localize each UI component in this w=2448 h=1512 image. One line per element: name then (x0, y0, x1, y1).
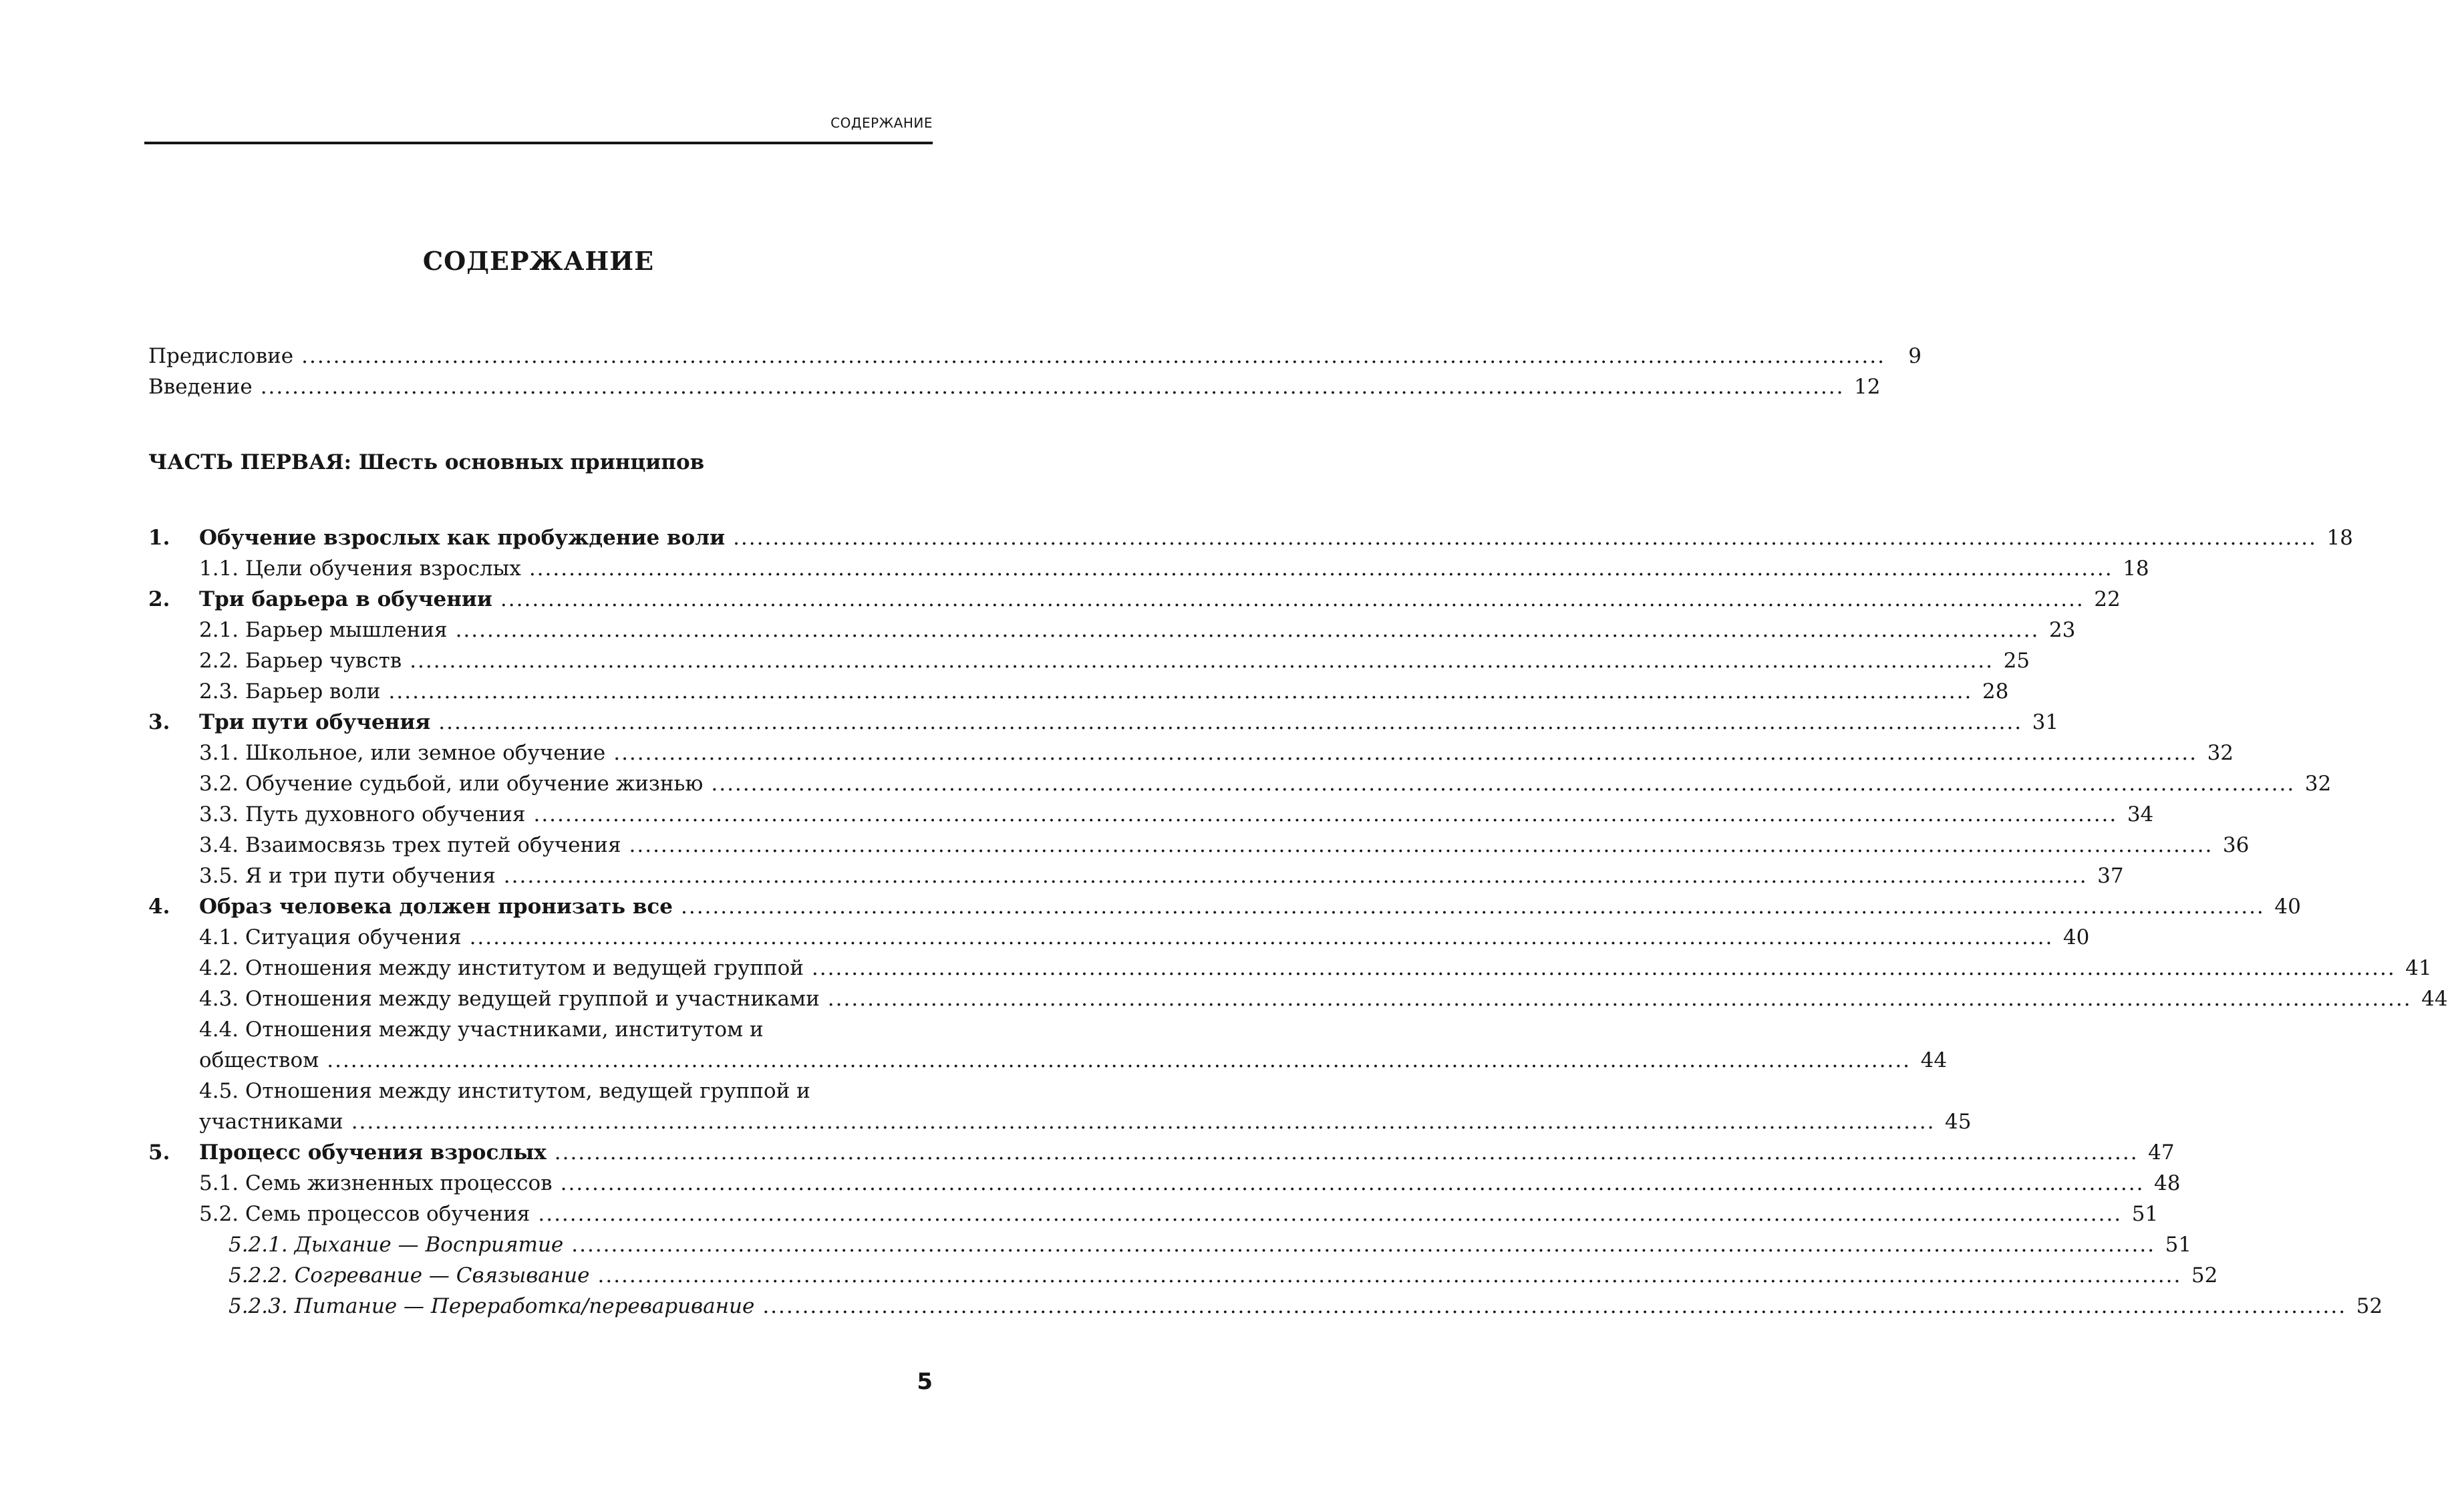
dot-leader: ........................................................................................................................................................................................................ (554, 1141, 2139, 1165)
toc-entry-title: 3.1. Школьное, или земное обучение (199, 741, 606, 765)
toc-entry-title: 2.3. Барьер воли (199, 679, 381, 704)
toc-entry-introduction[interactable] (148, 371, 1881, 402)
toc-chapter-3[interactable] (148, 707, 2059, 738)
spacer (148, 493, 929, 522)
toc-entry-title: Три пути обучения (199, 710, 431, 734)
dot-leader: ........................................................................................................................................................................................................ (711, 772, 2296, 796)
dot-leader: ........................................................................................................................................................................................................ (469, 925, 2054, 949)
dot-leader: ........................................................................................................................................................................................................ (438, 710, 2023, 734)
toc-entry-title-line1: 4.4. Отношения между участниками, институтом и (199, 1018, 764, 1042)
dot-leader: ........................................................................................................................................................................................................ (597, 1263, 2182, 1288)
toc-section-4-5[interactable] (148, 1076, 1972, 1137)
toc-entry-page: 32 (2207, 741, 2234, 765)
toc-entry-title-line1: 4.5. Отношения между институтом, ведущей группой и (199, 1079, 810, 1103)
toc-section-4-4[interactable] (148, 1014, 1948, 1076)
toc-entry-title: Введение (148, 375, 253, 399)
toc-chapter-4[interactable] (148, 891, 2301, 922)
toc-entry-title: 3.3. Путь духовного обучения (199, 802, 526, 826)
toc-entry-page: 9 (1908, 344, 1922, 368)
dot-leader: ........................................................................................................................................................................................................ (500, 587, 2085, 611)
toc-entry-title: 4.3. Отношения между ведущей группой и участниками (199, 987, 820, 1011)
toc-entry-page: 31 (2032, 710, 2059, 734)
toc-entry-title: 5.2.1. Дыхание — Восприятие (228, 1233, 564, 1257)
dot-leader: ........................................................................................................................................................................................................ (560, 1171, 2145, 1195)
dot-leader: ........................................................................................................................................................................................................ (410, 649, 1994, 673)
dot-leader: ........................................................................................................................................................................................................ (327, 1048, 1911, 1072)
dot-leader: ........................................................................................................................................................................................................ (733, 526, 2317, 550)
dot-leader: ........................................................................................................................................................................................................ (571, 1233, 2156, 1257)
toc-entry-page: 23 (2048, 618, 2076, 642)
dot-leader: ........................................................................................................................................................................................................ (455, 618, 2040, 642)
toc-entry-page: 18 (2326, 526, 2353, 550)
dot-leader: ........................................................................................................................................................................................................ (811, 956, 2396, 980)
toc-entry-title: 5.2. Семь процессов обучения (199, 1202, 530, 1226)
toc-entry-page: 47 (2148, 1141, 2175, 1165)
chapter-number: 3. (148, 710, 170, 734)
toc-entry-title: 3.5. Я и три пути обучения (199, 864, 496, 888)
toc-section-3-1[interactable] (148, 738, 2234, 768)
toc-entry-title: 5.1. Семь жизненных процессов (199, 1171, 553, 1195)
toc-section-4-1[interactable] (148, 922, 2090, 953)
toc-entry-title: 4.1. Ситуация обучения (199, 925, 462, 949)
toc-section-1-1[interactable] (148, 553, 2149, 584)
toc-entry-page: 22 (2094, 587, 2121, 611)
toc-entry-title: 5.2.2. Согревание — Связывание (228, 1263, 590, 1288)
dot-leader: ........................................................................................................................................................................................................ (503, 864, 2088, 888)
spacer (148, 402, 929, 432)
toc-section-3-2[interactable] (148, 768, 2332, 799)
toc-section-4-3[interactable] (148, 984, 2448, 1014)
toc-entry-page: 52 (2191, 1263, 2218, 1288)
toc-section-4-2[interactable] (148, 953, 2432, 984)
toc-entry-page: 34 (2127, 802, 2154, 826)
dot-leader: ........................................................................................................................................................................................................ (827, 987, 2412, 1011)
toc-entry-title: 5.2.3. Питание — Переработка/переваривание (228, 1294, 755, 1318)
toc-section-2-1[interactable] (148, 615, 2076, 645)
toc-entry-page: 36 (2222, 833, 2250, 857)
toc-section-2-3[interactable] (148, 676, 2009, 707)
toc-section-3-5[interactable] (148, 861, 2124, 891)
running-head: СОДЕРЖАНИЕ (830, 115, 933, 131)
toc-section-3-4[interactable] (148, 830, 2250, 861)
dot-leader: ........................................................................................................................................................................................................ (613, 741, 2198, 765)
toc-chapter-2[interactable] (148, 584, 2121, 615)
page-title: СОДЕРЖАНИЕ (422, 246, 655, 276)
page-number: 5 (917, 1368, 933, 1395)
dot-leader: ........................................................................................................................................................................................................ (388, 679, 1973, 704)
table-of-contents (148, 341, 2448, 1322)
chapter-number: 2. (148, 587, 170, 611)
toc-entry-page: 40 (2062, 925, 2090, 949)
chapter-number: 1. (148, 526, 170, 550)
toc-entry-title: 3.4. Взаимосвязь трех путей обучения (199, 833, 621, 857)
dot-leader: ........................................................................................................................................................................................................ (762, 1294, 2347, 1318)
toc-entry-page: 37 (2097, 864, 2124, 888)
toc-section-5-1[interactable] (148, 1168, 2181, 1199)
toc-chapter-5[interactable] (148, 1137, 2175, 1168)
toc-entry-page: 45 (1945, 1110, 1972, 1134)
chapter-number: 4. (148, 895, 170, 919)
toc-section-5-2[interactable] (148, 1199, 2159, 1229)
toc-entry-page: 51 (2131, 1202, 2159, 1226)
toc-entry-title: Образ человека должен пронизать все (199, 895, 673, 919)
toc-entry-title: 4.2. Отношения между институтом и ведущей группой (199, 956, 804, 980)
dot-leader: ........................................................................................................................................................................................................ (260, 375, 1845, 399)
toc-entry-title: Обучение взрослых как пробуждение воли (199, 526, 726, 550)
toc-subsection-5-2-2[interactable] (148, 1260, 2218, 1291)
dot-leader: ........................................................................................................................................................................................................ (538, 1202, 2123, 1226)
toc-entry-title: Процесс обучения взрослых (199, 1141, 547, 1165)
toc-entry-page: 48 (2154, 1171, 2181, 1195)
toc-entry-title: обществом (199, 1048, 319, 1072)
toc-entry-title: 2.2. Барьер чувств (199, 649, 402, 673)
toc-entry-title: 2.1. Барьер мышления (199, 618, 448, 642)
toc-entry-title: Три барьера в обучении (199, 587, 492, 611)
dot-leader: ........................................................................................................................................................................................................ (528, 557, 2113, 581)
toc-entry-page: 40 (2274, 895, 2301, 919)
toc-entry-page: 32 (2304, 772, 2332, 796)
toc-entry-title: 3.2. Обучение судьбой, или обучение жизнью (199, 772, 704, 796)
chapter-number: 5. (148, 1141, 170, 1165)
toc-chapter-1[interactable] (148, 522, 2353, 553)
dot-leader: ........................................................................................................................................................................................................ (680, 895, 2265, 919)
toc-entry-title: участниками (199, 1110, 343, 1134)
dot-leader: ........................................................................................................................................................................................................ (301, 344, 1885, 368)
toc-entry-page: 12 (1854, 375, 1881, 399)
header-rule (144, 142, 933, 144)
toc-subsection-5-2-3[interactable] (148, 1291, 2383, 1322)
toc-entry-page: 51 (2165, 1233, 2192, 1257)
dot-leader: ........................................................................................................................................................................................................ (629, 833, 2213, 857)
toc-entry-page: 44 (1920, 1048, 1948, 1072)
toc-section-3-3[interactable] (148, 799, 2154, 830)
toc-entry-page: 25 (2003, 649, 2030, 673)
toc-subsection-5-2-1[interactable] (148, 1229, 2192, 1260)
dot-leader: ........................................................................................................................................................................................................ (351, 1110, 1936, 1134)
toc-section-2-2[interactable] (148, 645, 2030, 676)
toc-entry-title: 1.1. Цели обучения взрослых (199, 557, 521, 581)
toc-entry-page: 52 (2356, 1294, 2383, 1318)
toc-entry-page: 28 (1982, 679, 2009, 704)
toc-entry-page: 44 (2421, 987, 2448, 1011)
toc-entry-title: Предисловие (148, 344, 294, 368)
toc-entry-page: 18 (2123, 557, 2149, 581)
part-heading: ЧАСТЬ ПЕРВАЯ: Шесть основных принципов (148, 450, 705, 474)
toc-entry-foreword[interactable] (148, 341, 1922, 371)
toc-entry-page: 41 (2405, 956, 2432, 980)
dot-leader: ........................................................................................................................................................................................................ (533, 802, 2118, 826)
